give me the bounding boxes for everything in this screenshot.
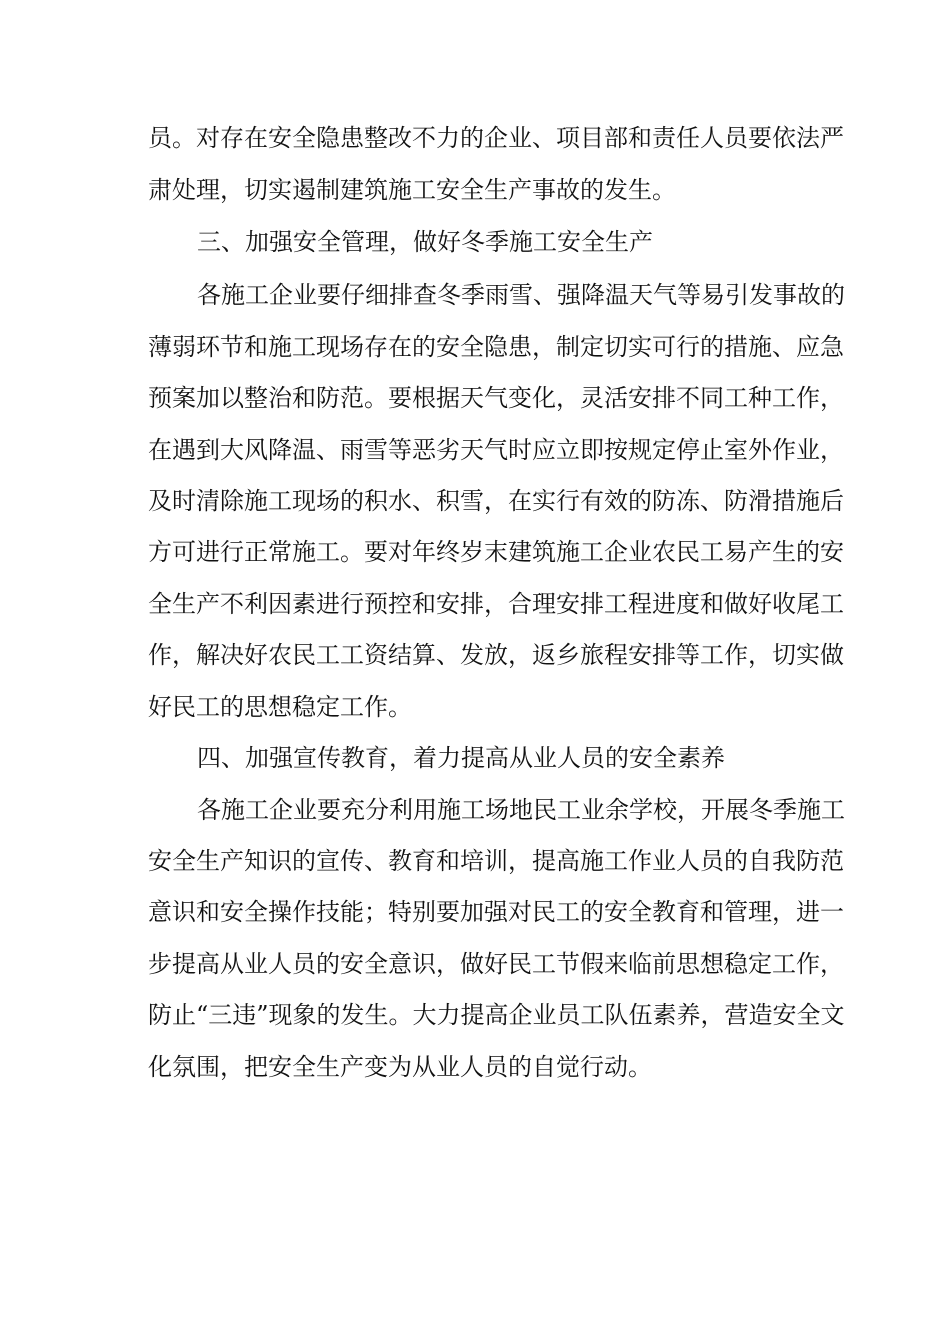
text-line: 肃处理，切实遏制建筑施工安全生产事故的发生。 xyxy=(148,176,676,204)
text-line: 安全生产知识的宣传、教育和培训，提高施工作业人员的自我防范 xyxy=(148,847,844,875)
text-line: 作，解决好农民工工资结算、发放，返乡旅程安排等工作，切实做 xyxy=(148,641,844,669)
section-heading: 四、加强宣传教育，着力提高从业人员的安全素养 xyxy=(197,744,725,772)
section-heading: 三、加强安全管理，做好冬季施工安全生产 xyxy=(197,228,653,256)
text-line: 意识和安全操作技能；特别要加强对民工的安全教育和管理，进一 xyxy=(148,898,844,926)
text-line: 全生产不利因素进行预控和安排，合理安排工程进度和做好收尾工 xyxy=(148,590,844,618)
text-line: 各施工企业要充分利用施工场地民工业余学校，开展冬季施工 xyxy=(197,796,845,824)
text-line: 化氛围，把安全生产变为从业人员的自觉行动。 xyxy=(148,1053,652,1081)
text-line: 各施工企业要仔细排查冬季雨雪、强降温天气等易引发事故的 xyxy=(197,281,845,309)
text-line: 及时清除施工现场的积水、积雪，在实行有效的防冻、防滑措施后 xyxy=(148,487,844,515)
text-line: 预案加以整治和防范。要根据天气变化，灵活安排不同工种工作， xyxy=(148,384,844,412)
text-line: 步提高从业人员的安全意识，做好民工节假来临前思想稳定工作， xyxy=(148,950,844,978)
text-line: 好民工的思想稳定工作。 xyxy=(148,693,412,721)
text-line: 在遇到大风降温、雨雪等恶劣天气时应立即按规定停止室外作业， xyxy=(148,436,844,464)
text-line: 员。对存在安全隐患整改不力的企业、项目部和责任人员要依法严 xyxy=(148,124,844,152)
text-line: 方可进行正常施工。要对年终岁末建筑施工企业农民工易产生的安 xyxy=(148,538,844,566)
text-line: 薄弱环节和施工现场存在的安全隐患，制定切实可行的措施、应急 xyxy=(148,333,844,361)
text-line: 防止“三违”现象的发生。大力提高企业员工队伍素养，营造安全文 xyxy=(148,1001,845,1029)
